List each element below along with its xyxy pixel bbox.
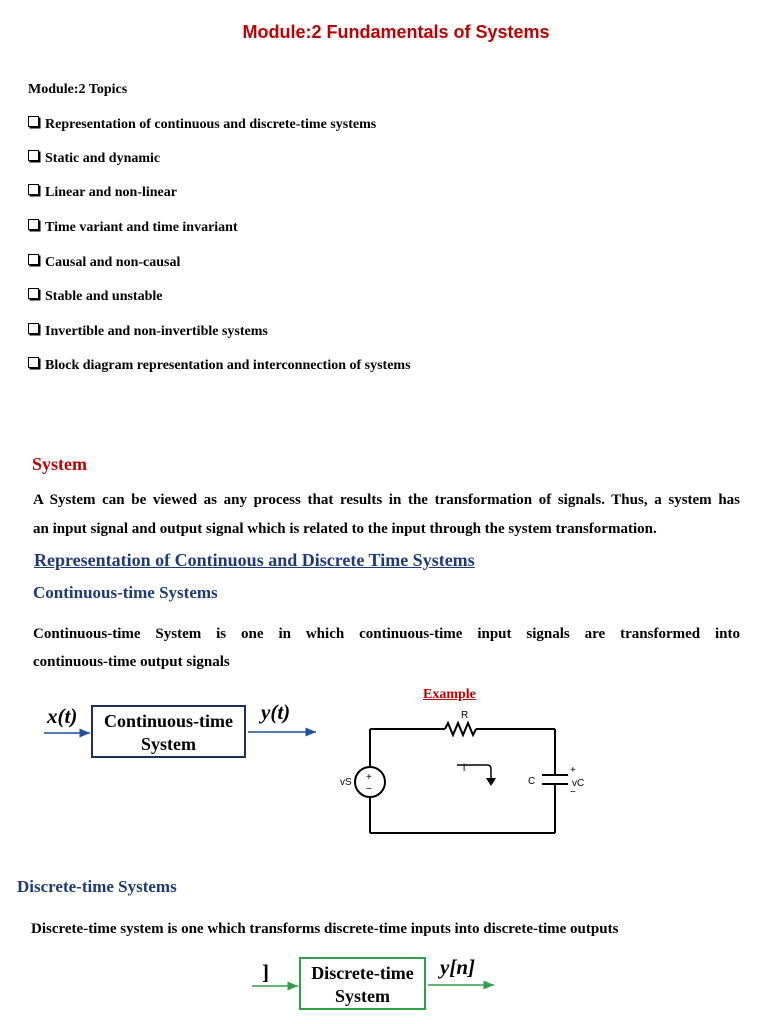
source-minus: − (366, 784, 372, 795)
source-plus: + (366, 772, 372, 783)
discrete-system-box (299, 957, 426, 1010)
system-text-line1: A System can be viewed as any process that results in the transformation of signals. Thus, a system has (33, 492, 740, 508)
capacitor-label: C (528, 776, 536, 787)
discrete-heading: Discrete-time Systems (17, 877, 177, 896)
system-heading: System (32, 454, 87, 474)
topic-label: Stable and unstable (45, 289, 163, 304)
topic-item (28, 255, 180, 271)
topics-heading: Module:2 Topics (28, 82, 128, 97)
continuous-box-line2: System (141, 734, 196, 754)
capacitor-voltage-label: vC (572, 778, 585, 789)
system-text-line2: an input signal and output signal which is related to the input through the system transformation. (33, 521, 657, 537)
capacitor-plus: + (570, 765, 576, 776)
capacitor-minus: − (570, 787, 576, 798)
checkbox-bullet-icon (28, 254, 39, 265)
discrete-box-line2: System (335, 986, 390, 1006)
continuous-output-label: y(t) (261, 700, 291, 724)
checkbox-bullet-icon (28, 184, 39, 195)
continuous-text-line2: continuous-time output signals (33, 654, 230, 670)
checkbox-bullet-icon (28, 357, 39, 368)
continuous-text-line1: Continuous-time System is one in which continuous-time input signals are transformed into (33, 626, 740, 642)
discrete-output-label: y[n] (440, 955, 475, 979)
topic-item (28, 117, 376, 133)
topic-item (28, 151, 160, 167)
topic-item (28, 324, 268, 340)
checkbox-bullet-icon (28, 219, 39, 230)
continuous-box-line1: Continuous-time (103, 711, 233, 731)
resistor-label: R (461, 710, 469, 721)
current-arrowhead-icon (486, 778, 496, 786)
topic-label: Invertible and non-invertible systems (45, 324, 268, 339)
checkbox-bullet-icon (28, 116, 39, 127)
source-label: vS (340, 777, 352, 788)
topic-label: Static and dynamic (45, 151, 161, 166)
topic-label: Linear and non-linear (45, 185, 177, 200)
checkbox-bullet-icon (28, 150, 39, 161)
topic-label: Representation of continuous and discrete-time systems (45, 117, 377, 132)
topic-item (28, 220, 238, 236)
example-label: Example (423, 687, 476, 702)
page-title: Module:2 Fundamentals of Systems (242, 22, 550, 42)
discrete-input-label: ] (262, 960, 269, 984)
continuous-system-box (91, 705, 246, 758)
topic-label: Causal and non-causal (45, 255, 181, 270)
topic-label: Block diagram representation and interconnection of systems (45, 358, 411, 373)
discrete-box-line1: Discrete-time (311, 963, 414, 983)
representation-heading: Representation of Continuous and Discrete Time Systems (34, 550, 475, 570)
current-label: i (463, 763, 466, 774)
continuous-heading: Continuous-time Systems (33, 583, 218, 602)
discrete-text: Discrete-time system is one which transforms discrete-time inputs into discrete-time outputs (31, 921, 619, 937)
topic-item (28, 358, 411, 374)
checkbox-bullet-icon (28, 288, 39, 299)
topic-label: Time variant and time invariant (45, 220, 238, 235)
continuous-input-label: x(t) (47, 704, 78, 728)
topic-item (28, 185, 177, 201)
checkbox-bullet-icon (28, 323, 39, 334)
resistor-symbol (445, 723, 476, 735)
topic-item (28, 289, 162, 305)
rc-circuit-diagram (335, 705, 605, 845)
